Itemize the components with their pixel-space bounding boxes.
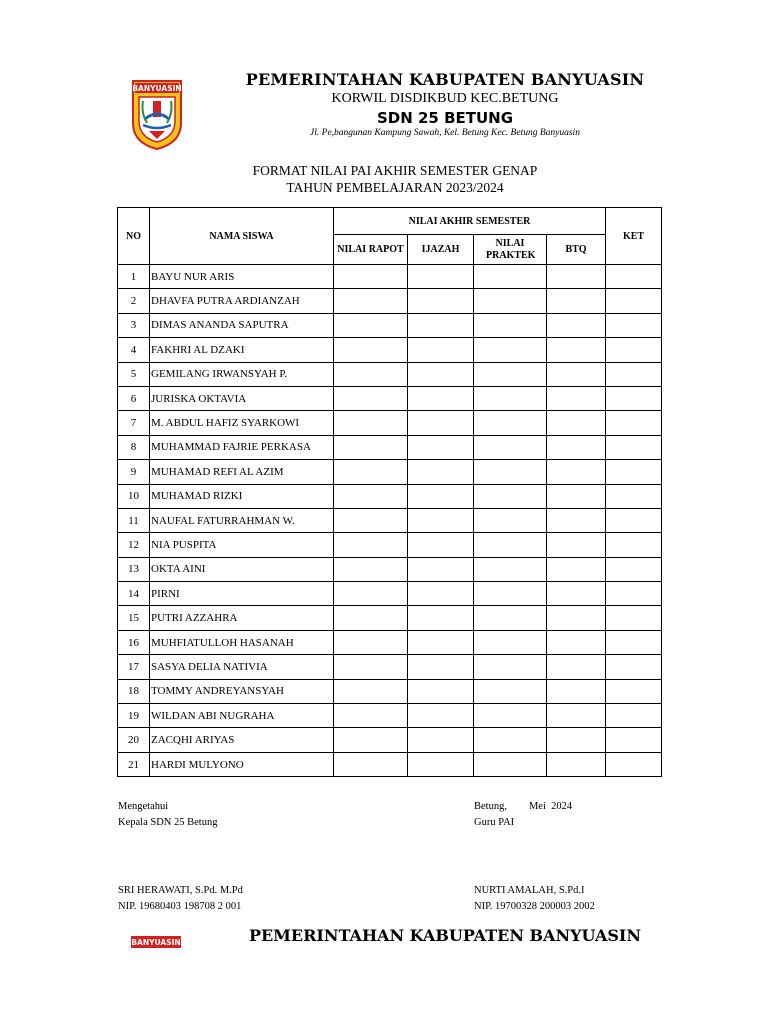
ijazah-cell — [408, 533, 474, 557]
header-ijazah: IJAZAH — [408, 235, 474, 265]
praktek-cell — [474, 704, 547, 728]
rapot-cell — [334, 508, 408, 532]
ijazah-cell — [408, 435, 474, 459]
ijazah-cell — [408, 289, 474, 313]
btq-cell — [547, 362, 606, 386]
teacher-name: NURTI AMALAH, S.Pd.I — [474, 885, 585, 896]
table-row — [118, 435, 662, 459]
praktek-cell — [474, 630, 547, 654]
ket-cell — [606, 313, 662, 337]
footer-gov-title: PEMERINTAHAN KABUPATEN BANYUASIN — [248, 926, 642, 945]
table-row — [118, 704, 662, 728]
praktek-cell — [474, 411, 547, 435]
row-number: 20 — [118, 728, 150, 752]
btq-cell — [547, 386, 606, 410]
ket-cell — [606, 338, 662, 362]
ket-cell — [606, 435, 662, 459]
praktek-cell — [474, 679, 547, 703]
header-no: NO — [118, 208, 150, 265]
student-name: WILDAN ABI NUGRAHA — [150, 704, 334, 728]
rapot-cell — [334, 338, 408, 362]
praktek-cell — [474, 460, 547, 484]
korwil-title: KORWIL DISDIKBUD KEC.BETUNG — [331, 91, 559, 106]
ket-cell — [606, 752, 662, 776]
btq-cell — [547, 265, 606, 289]
footer-logo — [131, 935, 181, 947]
ket-cell — [606, 606, 662, 630]
rapot-cell — [334, 533, 408, 557]
table-row — [118, 655, 662, 679]
ket-cell — [606, 728, 662, 752]
school-address: Jl. Pe,bangunan Kampung Sawah, Kel. Betung Kec. Betung Banyuasin — [310, 128, 580, 138]
ket-cell — [606, 362, 662, 386]
praktek-cell — [474, 338, 547, 362]
btq-cell — [547, 704, 606, 728]
teacher-title: Guru PAI — [474, 817, 515, 828]
student-name: NAUFAL FATURRAHMAN W. — [150, 508, 334, 532]
student-name: FAKHRI AL DZAKI — [150, 338, 334, 362]
table-row — [118, 386, 662, 410]
row-number: 5 — [118, 362, 150, 386]
student-name: DHAVFA PUTRA ARDIANZAH — [150, 289, 334, 313]
table-row — [118, 484, 662, 508]
student-name: PUTRI AZZAHRA — [150, 606, 334, 630]
signature-right — [474, 799, 572, 831]
ijazah-cell — [408, 655, 474, 679]
ket-cell — [606, 289, 662, 313]
header-praktek: NILAI PRAKTEK — [474, 235, 547, 265]
table-row — [118, 606, 662, 630]
teacher-nip: NIP. 19700328 200003 2002 — [474, 901, 595, 912]
table-row — [118, 752, 662, 776]
table-row — [118, 460, 662, 484]
banyuasin-logo — [131, 79, 183, 151]
btq-cell — [547, 728, 606, 752]
ket-cell — [606, 704, 662, 728]
ijazah-cell — [408, 508, 474, 532]
student-name: MUHAMAD REFI AL AZIM — [150, 460, 334, 484]
praktek-cell — [474, 386, 547, 410]
student-name: PIRNI — [150, 582, 334, 606]
acknowledged-label: Mengetahui — [118, 801, 169, 812]
ijazah-cell — [408, 313, 474, 337]
row-number: 10 — [118, 484, 150, 508]
table-row — [118, 362, 662, 386]
ijazah-cell — [408, 338, 474, 362]
btq-cell — [547, 606, 606, 630]
table-row — [118, 728, 662, 752]
praktek-cell — [474, 313, 547, 337]
btq-cell — [547, 338, 606, 362]
student-name: OKTA AINI — [150, 557, 334, 581]
ijazah-cell — [408, 460, 474, 484]
row-number: 14 — [118, 582, 150, 606]
row-number: 17 — [118, 655, 150, 679]
rapot-cell — [334, 679, 408, 703]
ijazah-cell — [408, 362, 474, 386]
student-name: NIA PUSPITA — [150, 533, 334, 557]
student-name: GEMILANG IRWANSYAH P. — [150, 362, 334, 386]
rapot-cell — [334, 435, 408, 459]
row-number: 21 — [118, 752, 150, 776]
ket-cell — [606, 533, 662, 557]
row-number: 4 — [118, 338, 150, 362]
ket-cell — [606, 411, 662, 435]
row-number: 9 — [118, 460, 150, 484]
btq-cell — [547, 557, 606, 581]
student-name: SASYA DELIA NATIVIA — [150, 655, 334, 679]
rapot-cell — [334, 313, 408, 337]
praktek-cell — [474, 752, 547, 776]
btq-cell — [547, 582, 606, 606]
praktek-cell — [474, 289, 547, 313]
row-number: 19 — [118, 704, 150, 728]
ket-cell — [606, 265, 662, 289]
ijazah-cell — [408, 752, 474, 776]
ijazah-cell — [408, 704, 474, 728]
row-number: 13 — [118, 557, 150, 581]
table-row — [118, 630, 662, 654]
grades-table — [117, 207, 662, 777]
ket-cell — [606, 484, 662, 508]
school-name: SDN 25 BETUNG — [376, 109, 514, 127]
student-name: TOMMY ANDREYANSYAH — [150, 679, 334, 703]
row-number: 12 — [118, 533, 150, 557]
praktek-cell — [474, 557, 547, 581]
row-number: 3 — [118, 313, 150, 337]
row-number: 11 — [118, 508, 150, 532]
praktek-cell — [474, 484, 547, 508]
btq-cell — [547, 435, 606, 459]
header-group: NILAI AKHIR SEMESTER — [334, 208, 606, 235]
header-name: NAMA SISWA — [150, 208, 334, 265]
row-number: 18 — [118, 679, 150, 703]
principal-nip: NIP. 19680403 198708 2 001 — [118, 901, 242, 912]
praktek-cell — [474, 435, 547, 459]
row-number: 6 — [118, 386, 150, 410]
rapot-cell — [334, 630, 408, 654]
row-number: 8 — [118, 435, 150, 459]
rapot-cell — [334, 752, 408, 776]
ijazah-cell — [408, 582, 474, 606]
table-row — [118, 411, 662, 435]
student-name: DIMAS ANANDA SAPUTRA — [150, 313, 334, 337]
btq-cell — [547, 289, 606, 313]
student-name: MUHAMMAD FAJRIE PERKASA — [150, 435, 334, 459]
student-name: JURISKA OKTAVIA — [150, 386, 334, 410]
student-name: MUHFIATULLOH HASANAH — [150, 630, 334, 654]
praktek-cell — [474, 533, 547, 557]
btq-cell — [547, 313, 606, 337]
table-row — [118, 582, 662, 606]
ijazah-cell — [408, 411, 474, 435]
principal-name: SRI HERAWATI, S.Pd. M.Pd — [118, 885, 243, 896]
row-number: 15 — [118, 606, 150, 630]
ket-cell — [606, 630, 662, 654]
header-btq: BTQ — [547, 235, 606, 265]
student-name: MUHAMAD RIZKI — [150, 484, 334, 508]
header-rapot: NILAI RAPOT — [334, 235, 408, 265]
praktek-cell — [474, 582, 547, 606]
ijazah-cell — [408, 386, 474, 410]
btq-cell — [547, 679, 606, 703]
row-number: 16 — [118, 630, 150, 654]
praktek-cell — [474, 728, 547, 752]
document-subtitle: TAHUN PEMBELAJARAN 2023/2024 — [286, 180, 504, 195]
rapot-cell — [334, 582, 408, 606]
row-number: 2 — [118, 289, 150, 313]
student-name: ZACQHI ARIYAS — [150, 728, 334, 752]
btq-cell — [547, 533, 606, 557]
ket-cell — [606, 582, 662, 606]
ket-cell — [606, 655, 662, 679]
rapot-cell — [334, 460, 408, 484]
table-body — [118, 265, 662, 777]
rapot-cell — [334, 484, 408, 508]
ket-cell — [606, 460, 662, 484]
rapot-cell — [334, 411, 408, 435]
praktek-cell — [474, 508, 547, 532]
rapot-cell — [334, 655, 408, 679]
svg-text:BANYUASIN: BANYUASIN — [132, 84, 182, 93]
btq-cell — [547, 630, 606, 654]
btq-cell — [547, 508, 606, 532]
ijazah-cell — [408, 557, 474, 581]
btq-cell — [547, 460, 606, 484]
praktek-cell — [474, 265, 547, 289]
ijazah-cell — [408, 630, 474, 654]
ket-cell — [606, 557, 662, 581]
rapot-cell — [334, 606, 408, 630]
principal-title: Kepala SDN 25 Betung — [118, 817, 218, 828]
student-name: M. ABDUL HAFIZ SYARKOWI — [150, 411, 334, 435]
ijazah-cell — [408, 679, 474, 703]
btq-cell — [547, 655, 606, 679]
table-row — [118, 557, 662, 581]
signature-left — [118, 799, 217, 831]
btq-cell — [547, 484, 606, 508]
document-title: FORMAT NILAI PAI AKHIR SEMESTER GENAP — [252, 163, 538, 178]
ket-cell — [606, 679, 662, 703]
banyuasin-badge-icon — [131, 936, 181, 948]
rapot-cell — [334, 362, 408, 386]
praktek-cell — [474, 362, 547, 386]
ijazah-cell — [408, 606, 474, 630]
student-name: HARDI MULYONO — [150, 752, 334, 776]
ket-cell — [606, 508, 662, 532]
table-row — [118, 313, 662, 337]
row-number: 7 — [118, 411, 150, 435]
teacher-signature-block — [474, 883, 595, 915]
header-ket: KET — [606, 208, 662, 265]
student-name: BAYU NUR ARIS — [150, 265, 334, 289]
banyuasin-crest-icon — [131, 79, 183, 151]
praktek-cell — [474, 655, 547, 679]
principal-signature-block — [118, 883, 243, 915]
ket-cell — [606, 386, 662, 410]
rapot-cell — [334, 557, 408, 581]
rapot-cell — [334, 289, 408, 313]
rapot-cell — [334, 386, 408, 410]
rapot-cell — [334, 704, 408, 728]
table-row — [118, 508, 662, 532]
row-number: 1 — [118, 265, 150, 289]
ijazah-cell — [408, 265, 474, 289]
ijazah-cell — [408, 484, 474, 508]
svg-text:BANYUASIN: BANYUASIN — [131, 938, 181, 947]
rapot-cell — [334, 265, 408, 289]
table-row — [118, 265, 662, 289]
btq-cell — [547, 411, 606, 435]
ijazah-cell — [408, 728, 474, 752]
praktek-cell — [474, 606, 547, 630]
table-row — [118, 289, 662, 313]
rapot-cell — [334, 728, 408, 752]
table-row — [118, 533, 662, 557]
table-row — [118, 338, 662, 362]
gov-title: PEMERINTAHAN KABUPATEN BANYUASIN — [245, 70, 645, 89]
btq-cell — [547, 752, 606, 776]
table-row — [118, 679, 662, 703]
place-date: Betung, Mei 2024 — [474, 801, 573, 812]
